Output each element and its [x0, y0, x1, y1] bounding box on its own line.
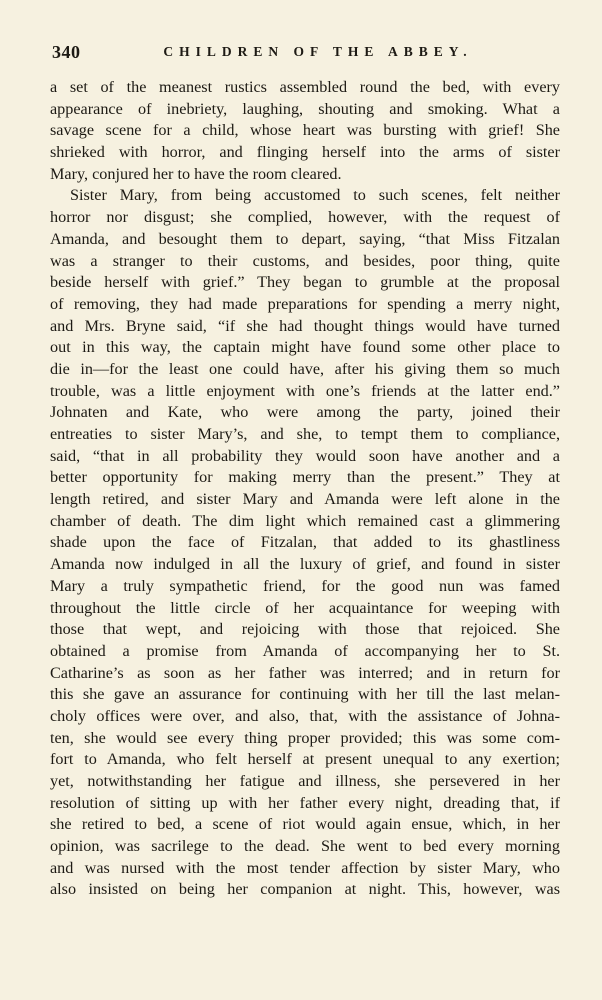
- text-line: and was nursed with the most tender affection by sister Mary, who: [50, 858, 560, 877]
- text-line: beside herself with grief.” They began to grumble at the proposal: [50, 273, 560, 292]
- body-text: [50, 77, 560, 901]
- text-line: and Mrs. Bryne said, “if she had thought things would have turned: [50, 316, 560, 335]
- text-line: savage scene for a child, whose heart was bursting with grief! She: [50, 121, 560, 140]
- text-line: length retired, and sister Mary and Amanda were left alone in the: [50, 490, 560, 509]
- text-line: those that wept, and rejoicing with those that rejoiced. She: [50, 620, 560, 639]
- text-line: this she gave an assurance for continuing with her till the last melan-: [50, 685, 560, 704]
- text-line: trouble, was a little enjoyment with one’s friends at the latter end.”: [50, 381, 560, 400]
- text-line: appearance of inebriety, laughing, shouting and smoking. What a: [50, 99, 560, 118]
- running-head: CHILDREN OF THE ABBEY.: [163, 44, 473, 59]
- text-line: die in—for the least one could have, after his giving them so much: [50, 359, 560, 378]
- text-line: she retired to bed, a scene of riot would again ensue, which, in her: [50, 815, 560, 834]
- text-line: a set of the meanest rustics assembled round the bed, with every: [50, 78, 560, 96]
- text-line: also insisted on being her companion at night. This, however, was: [50, 880, 560, 899]
- text-line: chamber of death. The dim light which remained cast a glimmering: [50, 511, 560, 530]
- text-line: yet, notwithstanding her fatigue and illness, she persevered in her: [50, 772, 560, 790]
- text-line: Mary, conjured her to have the room cleared.: [50, 164, 342, 183]
- text-line: Sister Mary, from being accustomed to such scenes, felt neither: [70, 186, 560, 205]
- text-line: fort to Amanda, who felt herself at present unequal to any exertion;: [50, 750, 560, 769]
- text-line: Amanda now indulged in all the luxury of grief, and found in sister: [50, 555, 560, 574]
- text-line: resolution of sitting up with her father every night, dreading that, if: [50, 793, 560, 812]
- text-line: shade upon the face of Fitzalan, that added to its ghastliness: [50, 533, 560, 552]
- text-line: of removing, they had made preparations for spending a merry night,: [50, 294, 560, 313]
- page-number: 340: [52, 42, 81, 62]
- text-line: better opportunity for making merry than the present.” They at: [50, 468, 560, 487]
- text-line: entreaties to sister Mary’s, and she, to tempt them to compliance,: [50, 425, 560, 443]
- page-header: [52, 40, 562, 64]
- text-line: Mary a truly sympathetic friend, for the good nun was famed: [50, 576, 560, 595]
- text-line: horror nor disgust; she complied, however, with the request of: [50, 208, 560, 227]
- text-line: ten, she would see every thing proper provided; this was some com-: [50, 728, 560, 747]
- text-line: Johnaten and Kate, who were among the party, joined their: [50, 403, 560, 422]
- text-line: shrieked with horror, and flinging herself into the arms of sister: [50, 143, 560, 162]
- text-line: said, “that in all probability they would soon have another and a: [50, 446, 560, 465]
- text-line: Amanda, and besought them to depart, saying, “that Miss Fitzalan: [50, 229, 560, 248]
- text-line: out in this way, the captain might have found some other place to: [50, 338, 560, 357]
- text-line: Catharine’s as soon as her father was interred; and in return for: [50, 663, 560, 682]
- text-line: was a stranger to their customs, and besides, poor thing, quite: [50, 251, 560, 270]
- text-line: throughout the little circle of her acquaintance for weeping with: [50, 598, 560, 617]
- text-line: choly offices were over, and also, that, with the assistance of Johna-: [50, 706, 560, 725]
- text-line: opinion, was sacrilege to the dead. She went to bed every morning: [50, 837, 560, 856]
- text-line: obtained a promise from Amanda of accompanying her to St.: [50, 641, 560, 660]
